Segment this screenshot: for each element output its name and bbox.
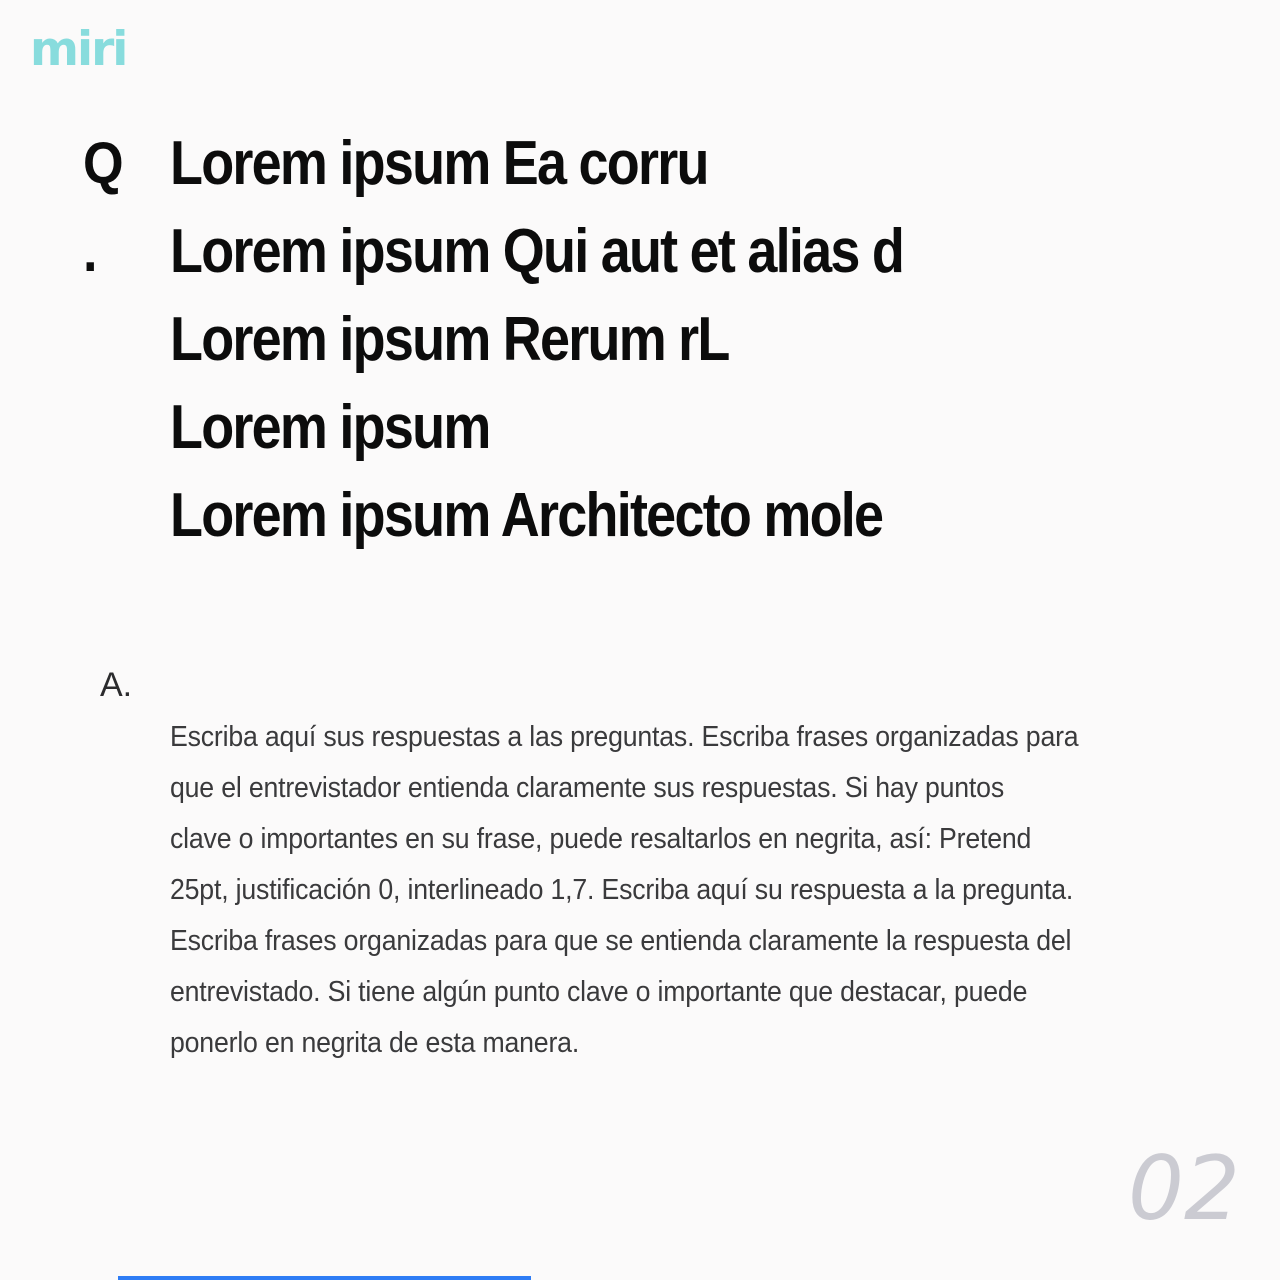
question-line: Lorem ipsum Rerum rL — [170, 305, 729, 374]
question-line: Lorem ipsum Ea corru — [170, 129, 708, 198]
question-marker-letter: Q — [83, 131, 124, 196]
question-line: Lorem ipsum Qui aut et alias d — [170, 217, 904, 286]
question-marker — [83, 120, 124, 296]
answer-line: 25pt, justificación 0, interlineado 1,7. Escriba aquí su respuesta a la pregunta. — [170, 874, 1074, 906]
answer-line: Escriba aquí sus respuestas a las preguntas. Escriba frases organizadas para — [170, 721, 1079, 753]
answer-text — [170, 712, 1157, 1069]
bottom-accent-line — [118, 1276, 531, 1280]
answer-line: Escriba frases organizadas para que se entienda claramente la respuesta del — [170, 925, 1072, 957]
answer-line: entrevistado. Si tiene algún punto clave o importante que destacar, puede — [170, 976, 1028, 1008]
answer-line: ponerlo en negrita de esta manera. — [170, 1027, 580, 1059]
question-line: Lorem ipsum Architecto mole — [170, 481, 883, 550]
page-number: 02 — [1128, 1137, 1240, 1240]
answer-marker: A. — [100, 666, 133, 704]
answer-line: que el entrevistador entienda claramente sus respuestas. Si hay puntos — [170, 772, 1004, 804]
question-marker-dot: . — [83, 219, 98, 284]
brand-logo: miri — [30, 22, 127, 77]
question-line: Lorem ipsum — [170, 393, 490, 462]
question-text — [170, 120, 1013, 560]
answer-line: clave o importantes en su frase, puede resaltarlos en negrita, así: Pretend — [170, 823, 1032, 855]
